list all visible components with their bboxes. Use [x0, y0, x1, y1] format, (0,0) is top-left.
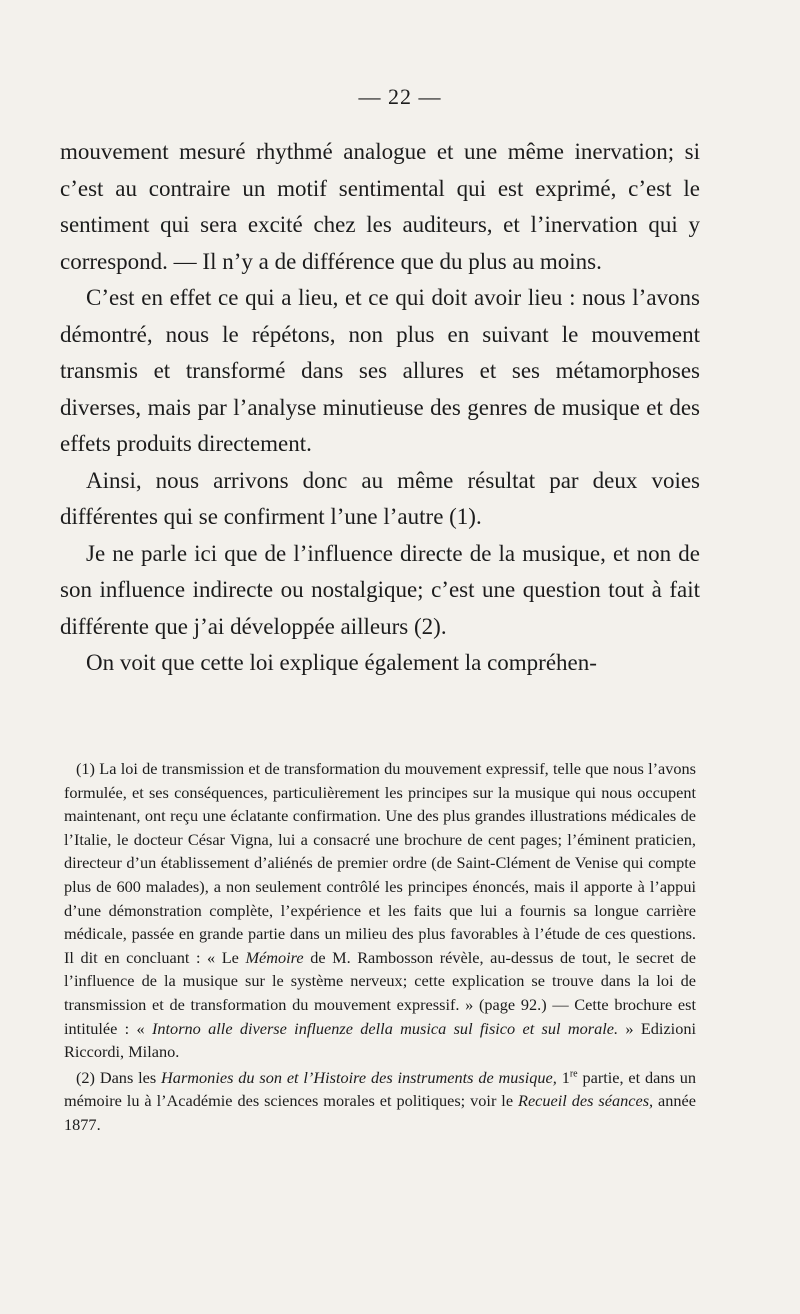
paragraph-5: On voit que cette loi explique également la compréhen-: [86, 650, 597, 675]
paragraph-1: mouvement mesuré rhythmé analogue et une même inervation; si c’est au contraire un motif sentimental qui est exprimé, c’est le sentiment qui sera excité chez les auditeurs, et l’inervation qui y correspond. — Il n’y a de différence que du plus au moins.: [60, 139, 700, 274]
footnote-2-italic-a: Harmonies du son et l’Histoire des instruments de musique,: [161, 1067, 557, 1087]
paragraph-4: Je ne parle ici que de l’influence directe de la musique, et non de son influence indirecte ou nostalgique; c’est une question tout à fait différente que j’ai développée ailleurs (2).: [60, 540, 700, 639]
footnote-2: [64, 1066, 696, 1137]
page-number: — 22 —: [358, 84, 442, 109]
footnote-1-text-a: (1) La loi de transmission et de transformation du mouvement expressif, telle que nous l’avons formulée, et ses conséquences, particulièrement les principes sur la musique qui nous occupent maintenant, ont reçu une éclatante confirmation. Une des plus grandes illustrations médicales de l’Italie, le docteur César Vigna, lui a consacré une brochure de cent pages; l’éminent praticien, directeur d’un établissement d’aliénés de premier ordre (de Saint-Clément de Venise qui compte plus de 600 malades), a non seulement contrôlé les principes énoncés, mais il apporte à l’appui d’une démonstration complète, l’expérience et les faits que lui a fournis sa longue carrière médicale, passée en grande partie dans un milieu des plus favorables à l’étude de ces questions. Il dit en concluant : « Le: [64, 759, 696, 967]
footnote-2-text-a: (2) Dans les: [76, 1067, 162, 1087]
footnote-2-text-b: partie, et dans un mémoire lu à l’Académie des sciences morales et politiques; voir le: [64, 1067, 696, 1111]
footnote-2-ordinal-sup: re: [569, 1068, 578, 1080]
footnote-1: [64, 757, 696, 1064]
footnote-1-italic-a: Mémoire: [245, 947, 304, 967]
footnote-2-ordinal: 1: [561, 1067, 570, 1087]
footnote-2-text-c: année 1877.: [64, 1091, 697, 1134]
main-text: [60, 134, 700, 682]
footnote-1-italic-b: Intorno alle diverse influenze della musica sul fisico et sul morale.: [151, 1018, 619, 1038]
paragraph-2: C’est en effet ce qui a lieu, et ce qui doit avoir lieu : nous l’avons démontré, nous le répétons, non plus en suivant le mouvement transmis et transformé dans ses allures et ses métamorphoses diverses, mais par l’analyse minutieuse des genres de musique et des effets produits directement.: [60, 285, 700, 456]
paragraph-3: Ainsi, nous arrivons donc au même résultat par deux voies différentes qui se confirment l’une l’autre (1).: [60, 467, 700, 529]
footnote-2-italic-b: Recueil des séances,: [518, 1091, 654, 1111]
footnote-1-text-b: de M. Rambosson révèle, au-dessus de tout, le secret de l’influence de la musique sur le système nerveux; cette explication se trouve dans la loi de transmission et de transformation du mouvement expressif. » (page 92.) — Cette brochure est intitulée : «: [64, 947, 696, 1038]
footnotes: [64, 757, 696, 1137]
footnote-1-text-c: » Edizioni Riccordi, Milano.: [64, 1018, 696, 1062]
